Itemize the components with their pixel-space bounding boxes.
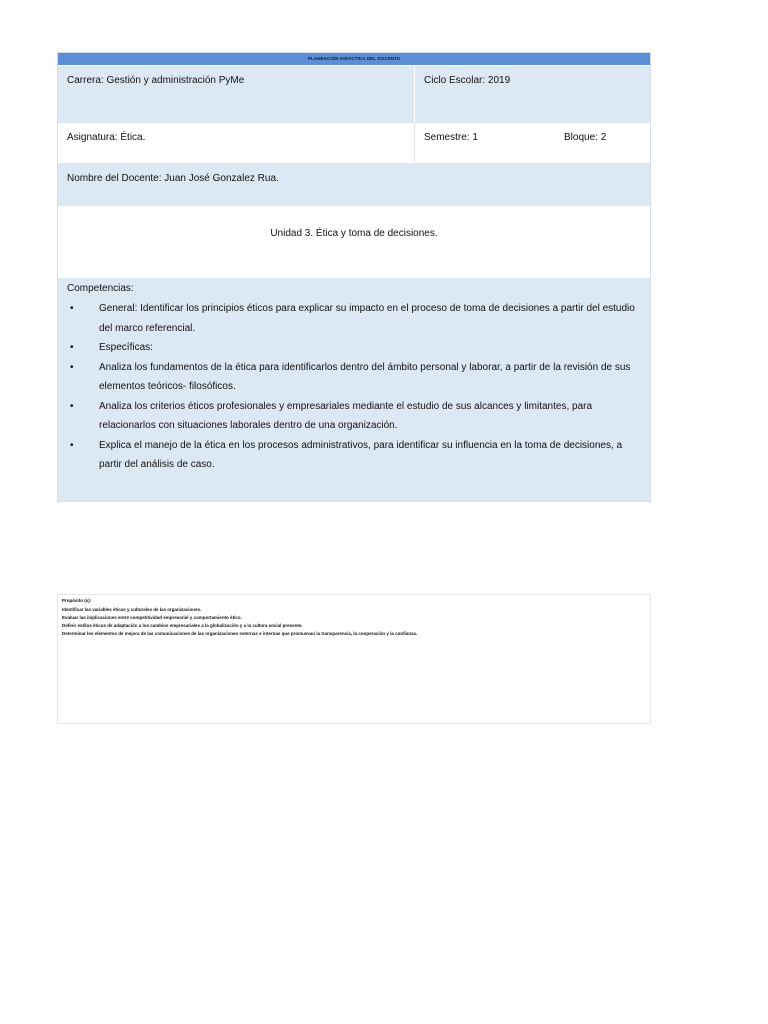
competencia-especifica-2: Analiza los criterios éticos profesionales y empresariales mediante el estudio de sus alcances y limitantes, para relacionarlos con situaciones laborales dentro de una organización. (99, 400, 593, 431)
semestre-field: Semestre: 1 (424, 132, 478, 143)
competencias-section (58, 278, 650, 501)
competencias-heading: Competencias: (67, 283, 134, 294)
proposito-item: Evaluar las implicaciones entre competitividad empresarial y comportamiento ético. (62, 615, 242, 620)
competencia-especifica-1: Analiza los fundamentos de la ética para identificarlos dentro del ámbito personal y laborar, a partir de la revisión de sus elementos teóricos- filosóficos. (99, 361, 631, 392)
list-item (67, 358, 641, 397)
competencia-especifica-3: Explica el manejo de la ética en los procesos administrativos, para identificar su influencia en la toma de decisiones, a partir del análisis de caso. (99, 439, 623, 470)
unidad-title: Unidad 3. Ética y toma de decisiones. (270, 228, 438, 239)
proposito-item: Definir estilos éticos de adaptación a los cambios empresariales a la globalización y a la cultura social presente. (62, 623, 303, 628)
table-title: PLANEACIÓN DIDÁCTICA DEL DOCENTE (58, 53, 650, 65)
bullet-icon: • (70, 342, 74, 353)
list-item (67, 299, 641, 338)
bullet-icon: • (70, 361, 74, 373)
row-unidad (58, 205, 650, 278)
docente-field: Nombre del Docente: Juan José Gonzalez Rua. (67, 173, 279, 184)
bloque-field: Bloque: 2 (564, 132, 607, 143)
ciclo-escolar-field: Ciclo Escolar: 2019 (424, 75, 511, 86)
row-asignatura (58, 122, 650, 163)
proposito-item: Identificar las variables éticas y culturales de las organizaciones. (62, 607, 202, 612)
proposito-item: Determinar los elementos de mejora de las comunicaciones de las organizaciones externas e internas que promuevan la transparencia, la cooperación y la confianza. (62, 631, 418, 636)
planeacion-table (57, 52, 651, 502)
row-carrera (58, 65, 650, 122)
row-docente (58, 163, 650, 205)
propositos-section (57, 594, 651, 724)
list-item (67, 397, 641, 436)
propositos-heading: Propósito (s): (62, 598, 92, 603)
semestre-bloque-group (415, 123, 650, 163)
competencias-list (67, 299, 641, 475)
bullet-icon: • (70, 439, 74, 451)
competencias-especificas-label: Específicas: (99, 342, 153, 353)
bullet-icon: • (70, 400, 74, 412)
bullet-icon: • (70, 303, 74, 314)
competencia-general: General: Identificar los principios éticos para explicar su impacto en el proceso de toma de decisiones a partir del estudio del marco referencial. (99, 303, 635, 334)
asignatura-field: Asignatura: Ética. (58, 123, 415, 163)
carrera-field: Carrera: Gestión y administración PyMe (58, 66, 415, 122)
list-item (67, 338, 641, 358)
list-item (67, 436, 641, 475)
